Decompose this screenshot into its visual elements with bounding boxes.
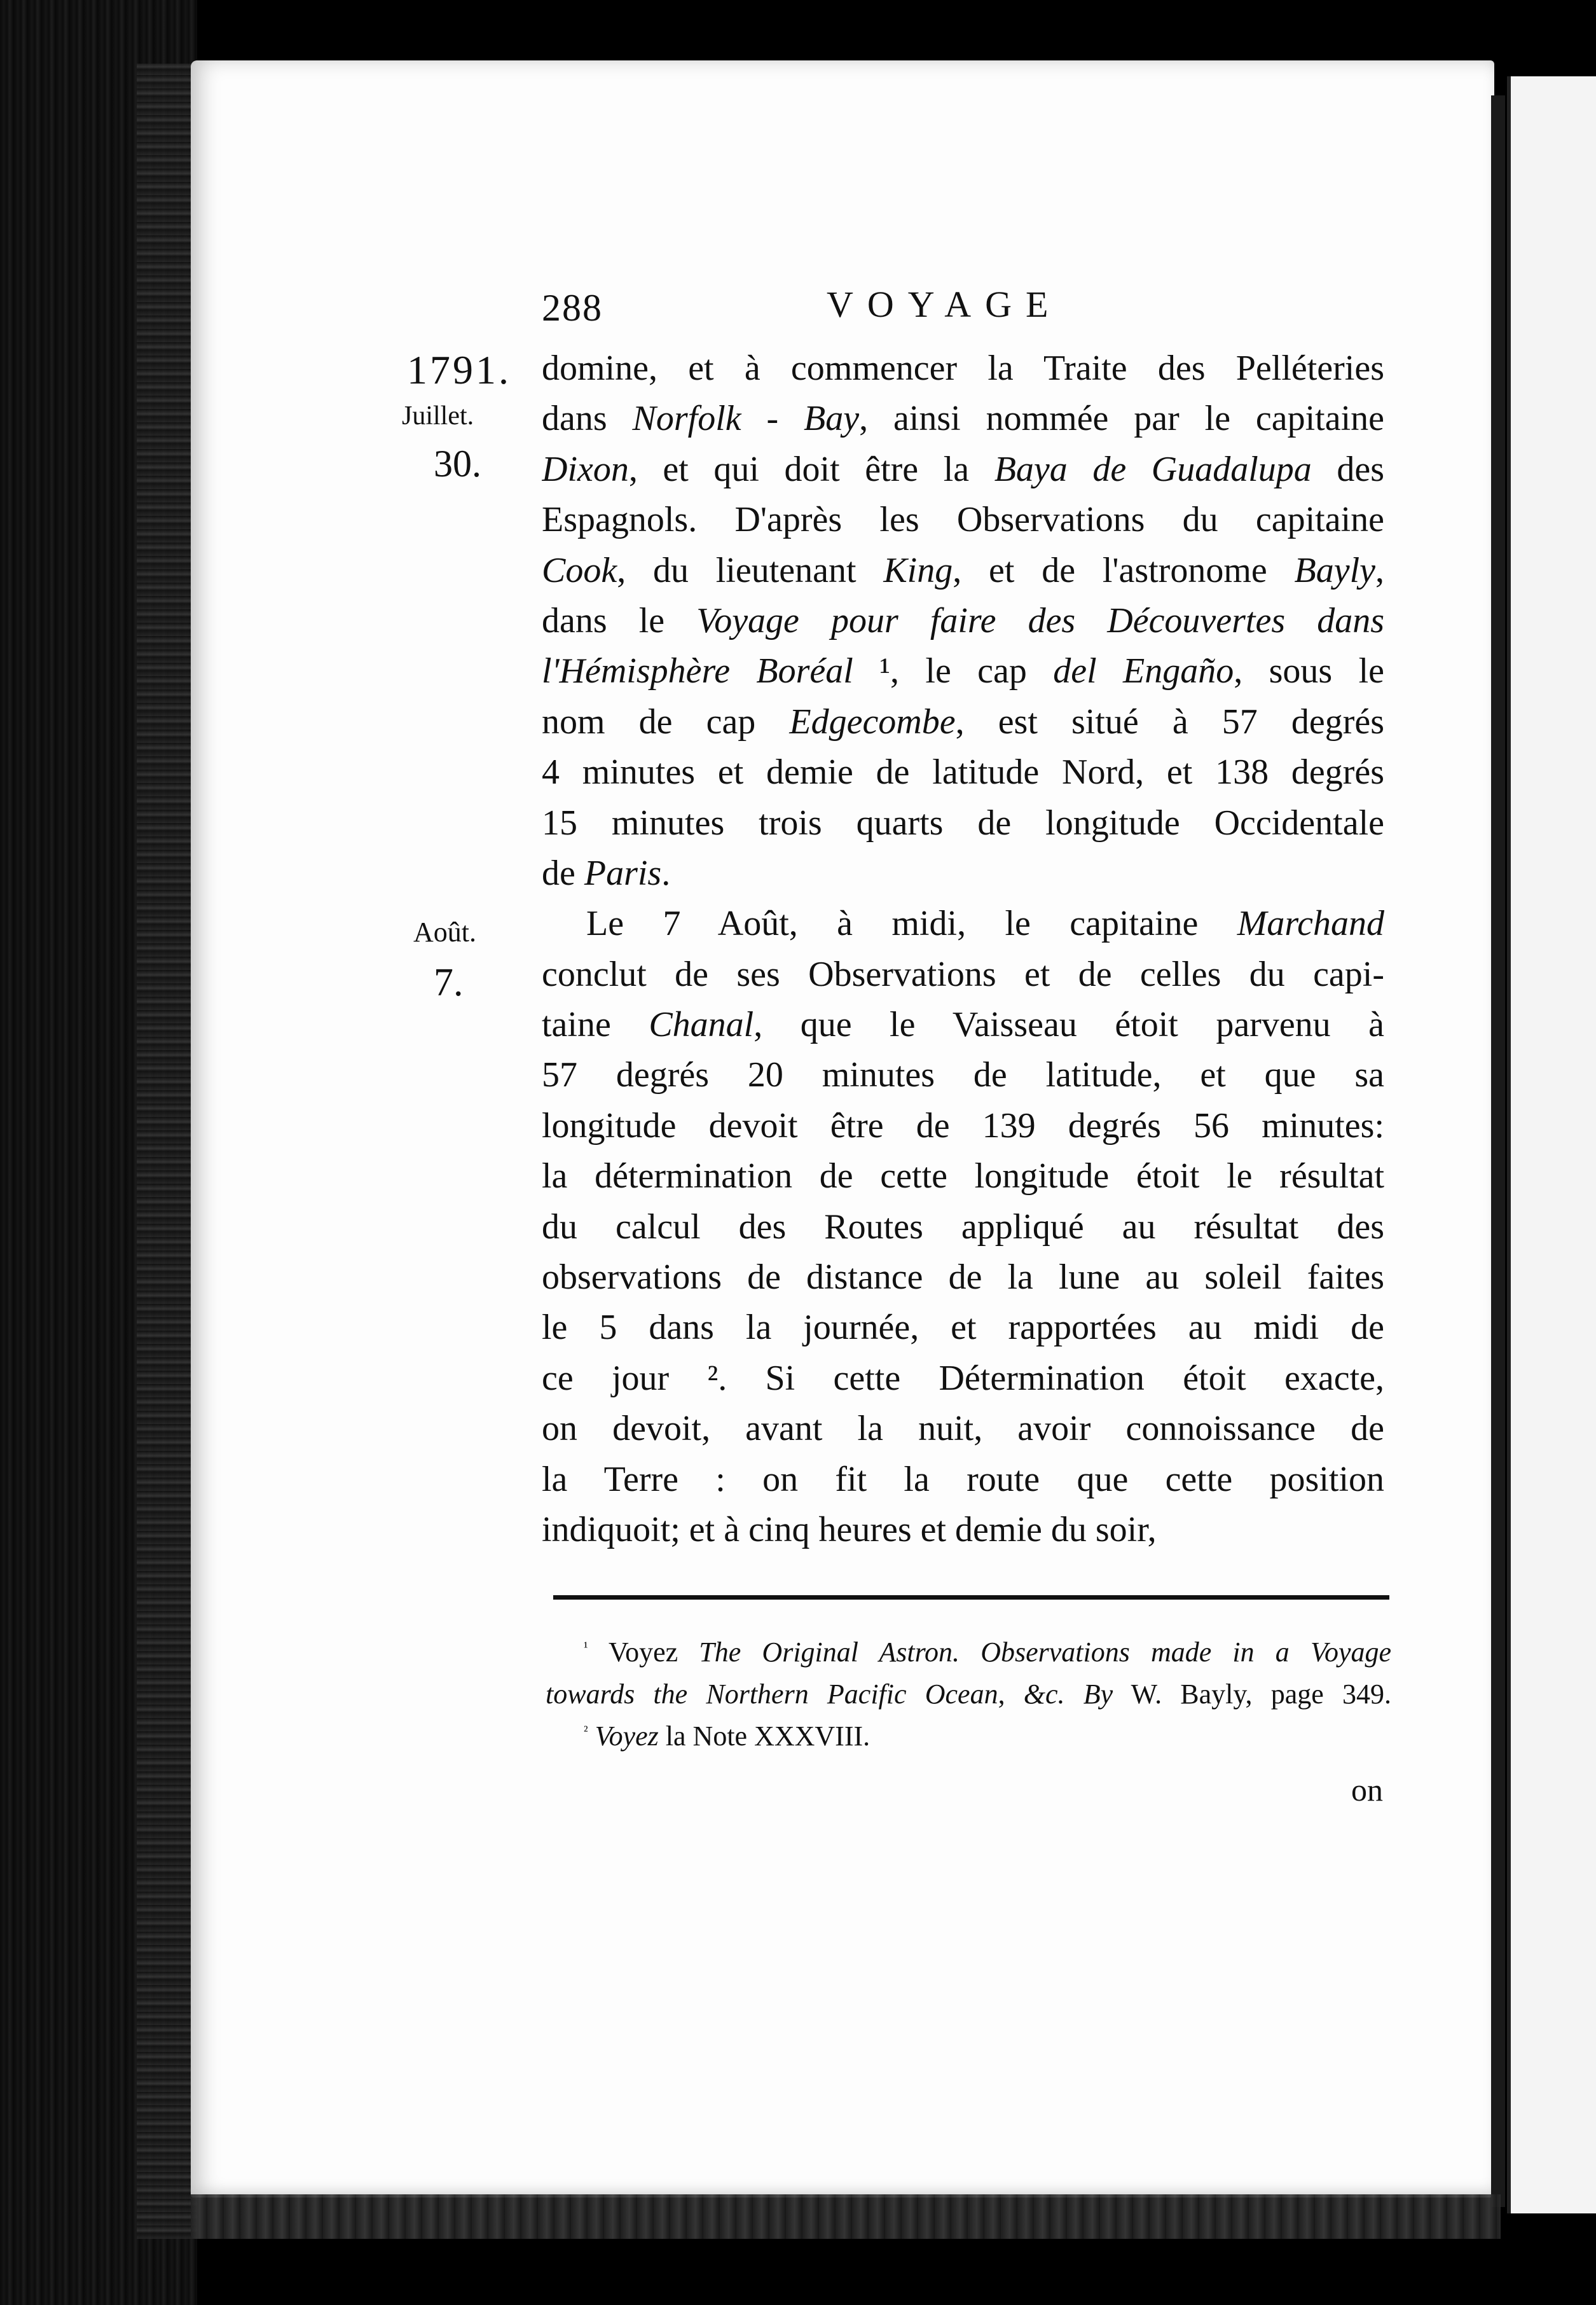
italic-run: Baya de Guadalupa <box>994 449 1312 489</box>
italic-run: Bayly <box>1294 550 1375 590</box>
text-run: , sous le <box>1234 651 1384 691</box>
margin-year: 1791. <box>407 347 511 392</box>
text-line <box>542 950 1384 1000</box>
text-run: , et qui doit être la <box>628 449 994 489</box>
footnote-1-line-1 <box>546 1631 1391 1673</box>
footnote-2-text: la Note XXXVIII. <box>658 1720 870 1752</box>
text-run: taine <box>542 1005 649 1045</box>
text-run: observations de distance de la lune au soleil faites <box>542 1257 1384 1298</box>
text-run: dans le <box>542 600 697 640</box>
page-bottom-edge <box>191 2194 1501 2239</box>
text-run: de <box>542 853 584 893</box>
text-line <box>542 1404 1384 1454</box>
footnote-1-author: W. Bayly, page 349. <box>1113 1679 1392 1710</box>
text-run: , ainsi nommée par le capitaine <box>859 399 1384 439</box>
text-line <box>542 1505 1384 1555</box>
italic-run: Marchand <box>1237 904 1384 944</box>
body-text <box>542 343 1384 1555</box>
facing-page-edge <box>1507 76 1596 2213</box>
text-line <box>542 697 1384 747</box>
text-run: ¹, le cap <box>853 651 1054 691</box>
italic-run: l'Hémisphère Boréal <box>542 651 853 691</box>
italic-run: Norfolk - Bay <box>632 399 860 439</box>
text-run: , que le Vaisseau étoit parvenu à <box>753 1005 1384 1045</box>
footnote-rule <box>553 1595 1389 1600</box>
text-line <box>542 596 1384 646</box>
italic-run: Voyage pour faire des Découvertes dans <box>696 600 1384 640</box>
margin-day-30: 30. <box>434 443 481 485</box>
footnote-1-marker: ¹ <box>584 1638 588 1655</box>
text-line <box>542 848 1384 899</box>
italic-run: Paris <box>584 853 662 893</box>
footnote-1-etc: &c. By <box>1023 1679 1113 1710</box>
text-run: 57 degrés 20 minutes de latitude, et que sa <box>542 1055 1384 1095</box>
text-run: on devoit, avant la nuit, avoir connoissance de <box>542 1409 1384 1449</box>
text-line <box>542 1353 1384 1404</box>
text-line <box>542 899 1384 949</box>
text-line <box>542 1050 1384 1100</box>
italic-run: Cook <box>542 550 617 590</box>
running-title: VOYAGE <box>827 284 1063 325</box>
text-line <box>542 546 1384 596</box>
text-run: indiquoit; et à cinq heures et demie du soir, <box>542 1509 1157 1549</box>
footnote-1-title: The Original Astron. Observations made in a Voyage <box>699 1637 1391 1668</box>
text-line <box>542 1101 1384 1151</box>
footnote-1-title-cont: towards the Northern Pacific Ocean <box>546 1679 998 1710</box>
italic-run: Edgecombe <box>789 702 956 742</box>
text-run: nom de cap <box>542 702 790 742</box>
text-line <box>542 1000 1384 1050</box>
text-run: domine, et à commencer la Traite des Pelléteries <box>542 349 1384 388</box>
text-run: Espagnols. D'après les Observations du capitaine <box>542 500 1384 540</box>
margin-day-7: 7. <box>434 961 464 1004</box>
text-run: , du lieutenant <box>617 550 884 590</box>
text-run: dans <box>542 399 633 439</box>
text-run: 4 minutes et demie de latitude Nord, et 138 degrés <box>542 752 1384 793</box>
text-line <box>542 445 1384 495</box>
text-run: la Terre : on fit la route que cette position <box>542 1459 1384 1499</box>
footnote-2 <box>546 1715 1391 1757</box>
text-line <box>542 1303 1384 1353</box>
footnote-2-marker: ² <box>584 1722 588 1739</box>
footnote-2-voyez: Voyez <box>595 1720 659 1752</box>
footnote-1-voyez: Voyez <box>608 1637 699 1668</box>
page-number: 288 <box>542 287 603 329</box>
italic-run: Dixon <box>542 449 629 489</box>
footnotes <box>546 1631 1391 1757</box>
page-gutter-shadow <box>1491 95 1505 2207</box>
text-run: 15 minutes trois quarts de longitude Occidentale <box>542 803 1384 843</box>
italic-run: Chanal <box>649 1005 754 1045</box>
text-run: le 5 dans la journée, et rapportées au midi de <box>542 1308 1384 1348</box>
text-line <box>542 1455 1384 1505</box>
text-run: conclut de ses Observations et de celles du capi- <box>542 954 1384 994</box>
text-run: la détermination de cette longitude étoit le résultat <box>542 1156 1384 1196</box>
footnote-1-line-2 <box>546 1673 1391 1715</box>
italic-run: King <box>883 550 953 590</box>
text-run: , est situé à 57 degrés <box>955 702 1384 742</box>
page-stack-edge <box>137 64 197 2239</box>
text-line <box>542 343 1384 394</box>
text-run: , <box>1375 550 1384 590</box>
text-run: longitude devoit être de 139 degrés 56 minutes: <box>542 1105 1384 1146</box>
text-line <box>542 394 1384 444</box>
text-line <box>542 1202 1384 1252</box>
text-run: ce jour ². Si cette Détermination étoit exacte, <box>542 1358 1384 1398</box>
text-run: Le 7 Août, à midi, le capitaine <box>586 904 1237 944</box>
text-line <box>542 1252 1384 1303</box>
catchword: on <box>1351 1772 1383 1808</box>
text-run: du calcul des Routes appliqué au résultat des <box>542 1207 1384 1247</box>
text-line <box>542 798 1384 848</box>
text-run: , et de l'astronome <box>953 550 1295 590</box>
text-run: des <box>1311 449 1384 489</box>
text-line <box>542 747 1384 798</box>
text-line <box>542 646 1384 696</box>
text-run: . <box>661 853 671 893</box>
margin-month-july: Juillet. <box>402 401 474 431</box>
margin-month-august: Août. <box>413 917 476 948</box>
text-line <box>542 495 1384 545</box>
footnote-1-comma: , <box>998 1679 1024 1710</box>
text-line <box>542 1151 1384 1201</box>
italic-run: del Engaño <box>1053 651 1234 691</box>
